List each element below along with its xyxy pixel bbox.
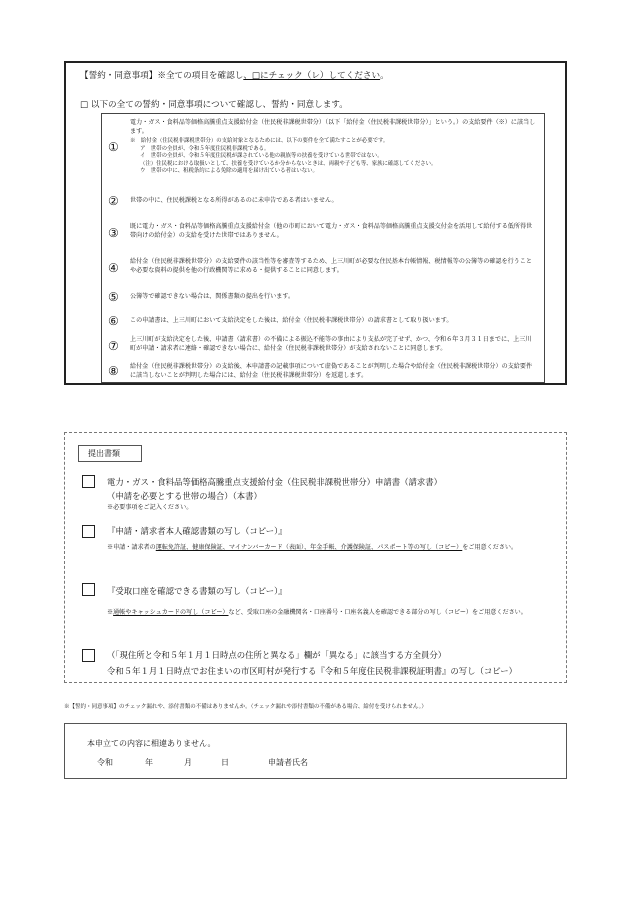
document-title: 電力・ガス・食料品等価格高騰重点支援給付金（住民税非課税世帯分）申請書（請求書） <box>107 477 442 487</box>
documents-section <box>64 432 567 683</box>
pledge-header-label: 【誓約・同意事項】 <box>80 71 158 81</box>
document-subtitle: 令和５年１月１日時点でお住まいの市区町村が発行する『令和５年度住民税非課税証明書』の写し（コピー） <box>107 666 518 676</box>
pledge-item-text: 上三川町が支給決定をした後、申請書（請求書）の不備による振込不能等の事由により支払が完了せず、かつ、令和６年３月３１日までに、上三川町が申請・請求者に連絡・確認できない場合に、給付金（住民税非課税世帯分）が支給されないことに同意します。 <box>130 336 532 352</box>
document-subtitle: （申請を必要とする世帯の場合）（本書） <box>107 491 262 501</box>
document-checkbox-bank[interactable] <box>82 583 95 596</box>
pledge-items-box <box>101 113 545 383</box>
note-prefix: ※申請・請求者の <box>107 544 156 551</box>
pledge-item-text: 電力・ガス・食料品等価格高騰重点支援給付金（住民税非課税世帯分）（以下「給付金（住民税非課税世帯分）」という。）の支給要件（※）に該当します。 <box>130 119 536 135</box>
pledge-item-number: ④ <box>108 261 119 275</box>
pledge-item-number: ⑤ <box>108 290 119 304</box>
note-suffix: をご用意ください。 <box>462 544 518 551</box>
subcondition-note: ※ 給付金（住民税非課税世帯分）の支給対象となるためには、以下の要件を全て満たすことが必要です。 <box>130 138 389 144</box>
pledge-item-text: 既に電力・ガス・食料品等価格高騰重点支援給付金（他の市町において電力・ガス・食料品等価格高騰重点支援交付金を活用して給付する低所得世帯向けの給付金）の支給を受けた世帯ではありません。 <box>130 223 533 239</box>
declaration-section <box>64 723 567 779</box>
document-checkbox-id[interactable] <box>82 525 95 538</box>
date-era: 令和 <box>97 758 113 767</box>
pledge-item-number: ① <box>108 140 119 154</box>
pledge-item-number: ⑦ <box>108 339 119 353</box>
document-title: 『申請・請求者本人確認書類の写し（コピー）』 <box>107 526 287 536</box>
pledge-item-text: この申請書は、上三川町において支給決定をした後は、給付金（住民税非課税世帯分）の請求書として取り扱います。 <box>130 317 453 324</box>
pledge-header-prefix: ※全ての項目を確認し <box>157 71 244 81</box>
declaration-text: 本申立ての内容に相違ありません。 <box>87 739 216 748</box>
pledge-section <box>64 61 567 385</box>
applicant-name-field[interactable]: 申請者氏名 <box>268 758 308 767</box>
document-title: （「現住所と令和５年１月１日時点の住所と異なる」欄が「異なる」に該当する方全員分） <box>107 650 447 660</box>
pledge-header-end: 。 <box>380 71 389 81</box>
subcondition-u: ウ 世帯の中に、租税条約による免除の適用を届け出ている者はいない。 <box>140 168 318 175</box>
pledge-item-number: ⑧ <box>108 364 119 378</box>
pledge-header <box>80 69 389 81</box>
date-month-field[interactable]: 月 <box>184 758 192 767</box>
subcondition-caution: （注）住民税における取扱いとして、扶養を受けているか分からないときは、両親や子ども等、家族に確認してください。 <box>140 160 437 167</box>
pledge-item-1-subconditions <box>130 138 536 176</box>
document-title: 『受取口座を確認できる書類の写し（コピー）』 <box>107 586 287 596</box>
documents-section-label: 提出書類 <box>78 445 142 462</box>
pledge-item-text: 公簿等で確認できない場合は、関係書類の提出を行います。 <box>130 293 295 300</box>
pledge-item-number: ③ <box>108 226 119 240</box>
pledge-item-number: ⑥ <box>108 314 119 328</box>
document-checkbox-certificate[interactable] <box>82 649 95 662</box>
footnote: ※【誓約・同意事項】のチェック漏れや、添付書類の不備はありませんか。（チェック漏れや添付書類の不備がある場合、給付を受けられません。） <box>64 704 427 710</box>
document-note <box>107 608 547 617</box>
agree-all-checkbox-label[interactable]: □ 以下の全ての誓約・同意事項について確認し、誓約・同意します。 <box>80 100 348 110</box>
note-suffix: など、受取口座の金融機関名・口座番号・口座名義人を確認できる部分の写し（コピー）をご用意ください。 <box>228 609 527 616</box>
pledge-item-text: 給付金（住民税非課税世帯分）の支給要件の該当性等を審査等するため、上三川町が必要な住民基本台帳情報、税情報等の公簿等の確認を行うことや必要な資料の提供を他の行政機関等に求める・提供することに同意します。 <box>130 258 532 274</box>
pledge-header-underlined: 、□にチェック（レ）してください <box>243 71 381 81</box>
date-year-field[interactable]: 年 <box>145 758 153 767</box>
note-underlined: 運転免許証、健康保険証、マイナンバーカード（表面）、年金手帳、介護保険証、パスポート等の写し（コピー） <box>155 544 463 551</box>
pledge-item-text: 給付金（住民税非課税世帯分）の支給後、本申請書の記載事項について虚偽であることが判明した場合や給付金（住民税非課税世帯分）の支給要件に該当しないことが判明した場合には、給付金（住民税非課税世帯分）を返還します。 <box>130 363 533 379</box>
subcondition-a: ア 世帯の全員が、令和５年度住民税非課税である。 <box>140 145 270 152</box>
subcondition-i: イ 世帯の全員が、令和５年度住民税が課されている他の親族等の扶養を受けている世帯ではない。 <box>140 153 383 160</box>
date-day-field[interactable]: 日 <box>221 758 229 767</box>
document-note: ※必要事項をご記入ください。 <box>107 504 193 511</box>
document-checkbox-application[interactable] <box>82 475 95 488</box>
pledge-item-text: 世帯の中に、住民税課税となる所得があるのに未申告である者はいません。 <box>130 197 338 204</box>
document-note <box>107 543 547 552</box>
pledge-item-number: ② <box>108 194 119 208</box>
note-underlined: 通帳やキャッシュカードの写し（コピー） <box>113 609 229 616</box>
note-prefix: ※ <box>107 609 114 616</box>
